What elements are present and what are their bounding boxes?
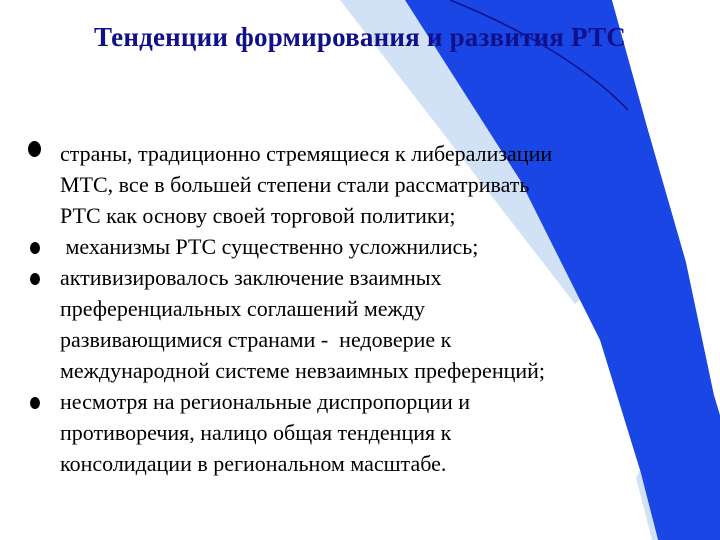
bullet-text-line: несмотря на региональные диспропорции и [60, 389, 471, 414]
bullet-text-line: механизмы РТС существенно усложнились; [60, 234, 479, 259]
bullet-text-line: МТС, все в большей степени стали рассматривать [60, 172, 530, 197]
bullet-text-line: международной системе невзаимных преференций; [60, 358, 546, 383]
bullet-icon [30, 242, 40, 254]
bullet-text-line: преференциальных соглашений между [60, 296, 425, 321]
bullet-icon [30, 273, 40, 285]
bullet-text-line: страны, традиционно стремящиеся к либерализации [60, 141, 553, 166]
bullet-text-line: активизировалось заключение взаимных [60, 265, 442, 290]
bullet-item [30, 262, 710, 386]
bullet-list [30, 138, 710, 479]
bullet-item [30, 386, 710, 479]
bullet-icon [28, 141, 41, 157]
bullet-item [30, 138, 710, 231]
bullet-text-line: РТС как основу своей торговой политики; [60, 203, 456, 228]
bullet-text-line: развивающимися странами - недоверие к [60, 327, 452, 352]
slide-title: Тенденции формирования и развития РТС [94, 22, 626, 52]
bullet-text-line: консолидации в региональном масштабе. [60, 451, 447, 476]
bullet-item [30, 231, 710, 262]
bullet-text-line: противоречия, налицо общая тенденция к [60, 420, 452, 445]
bullet-icon [30, 397, 40, 409]
